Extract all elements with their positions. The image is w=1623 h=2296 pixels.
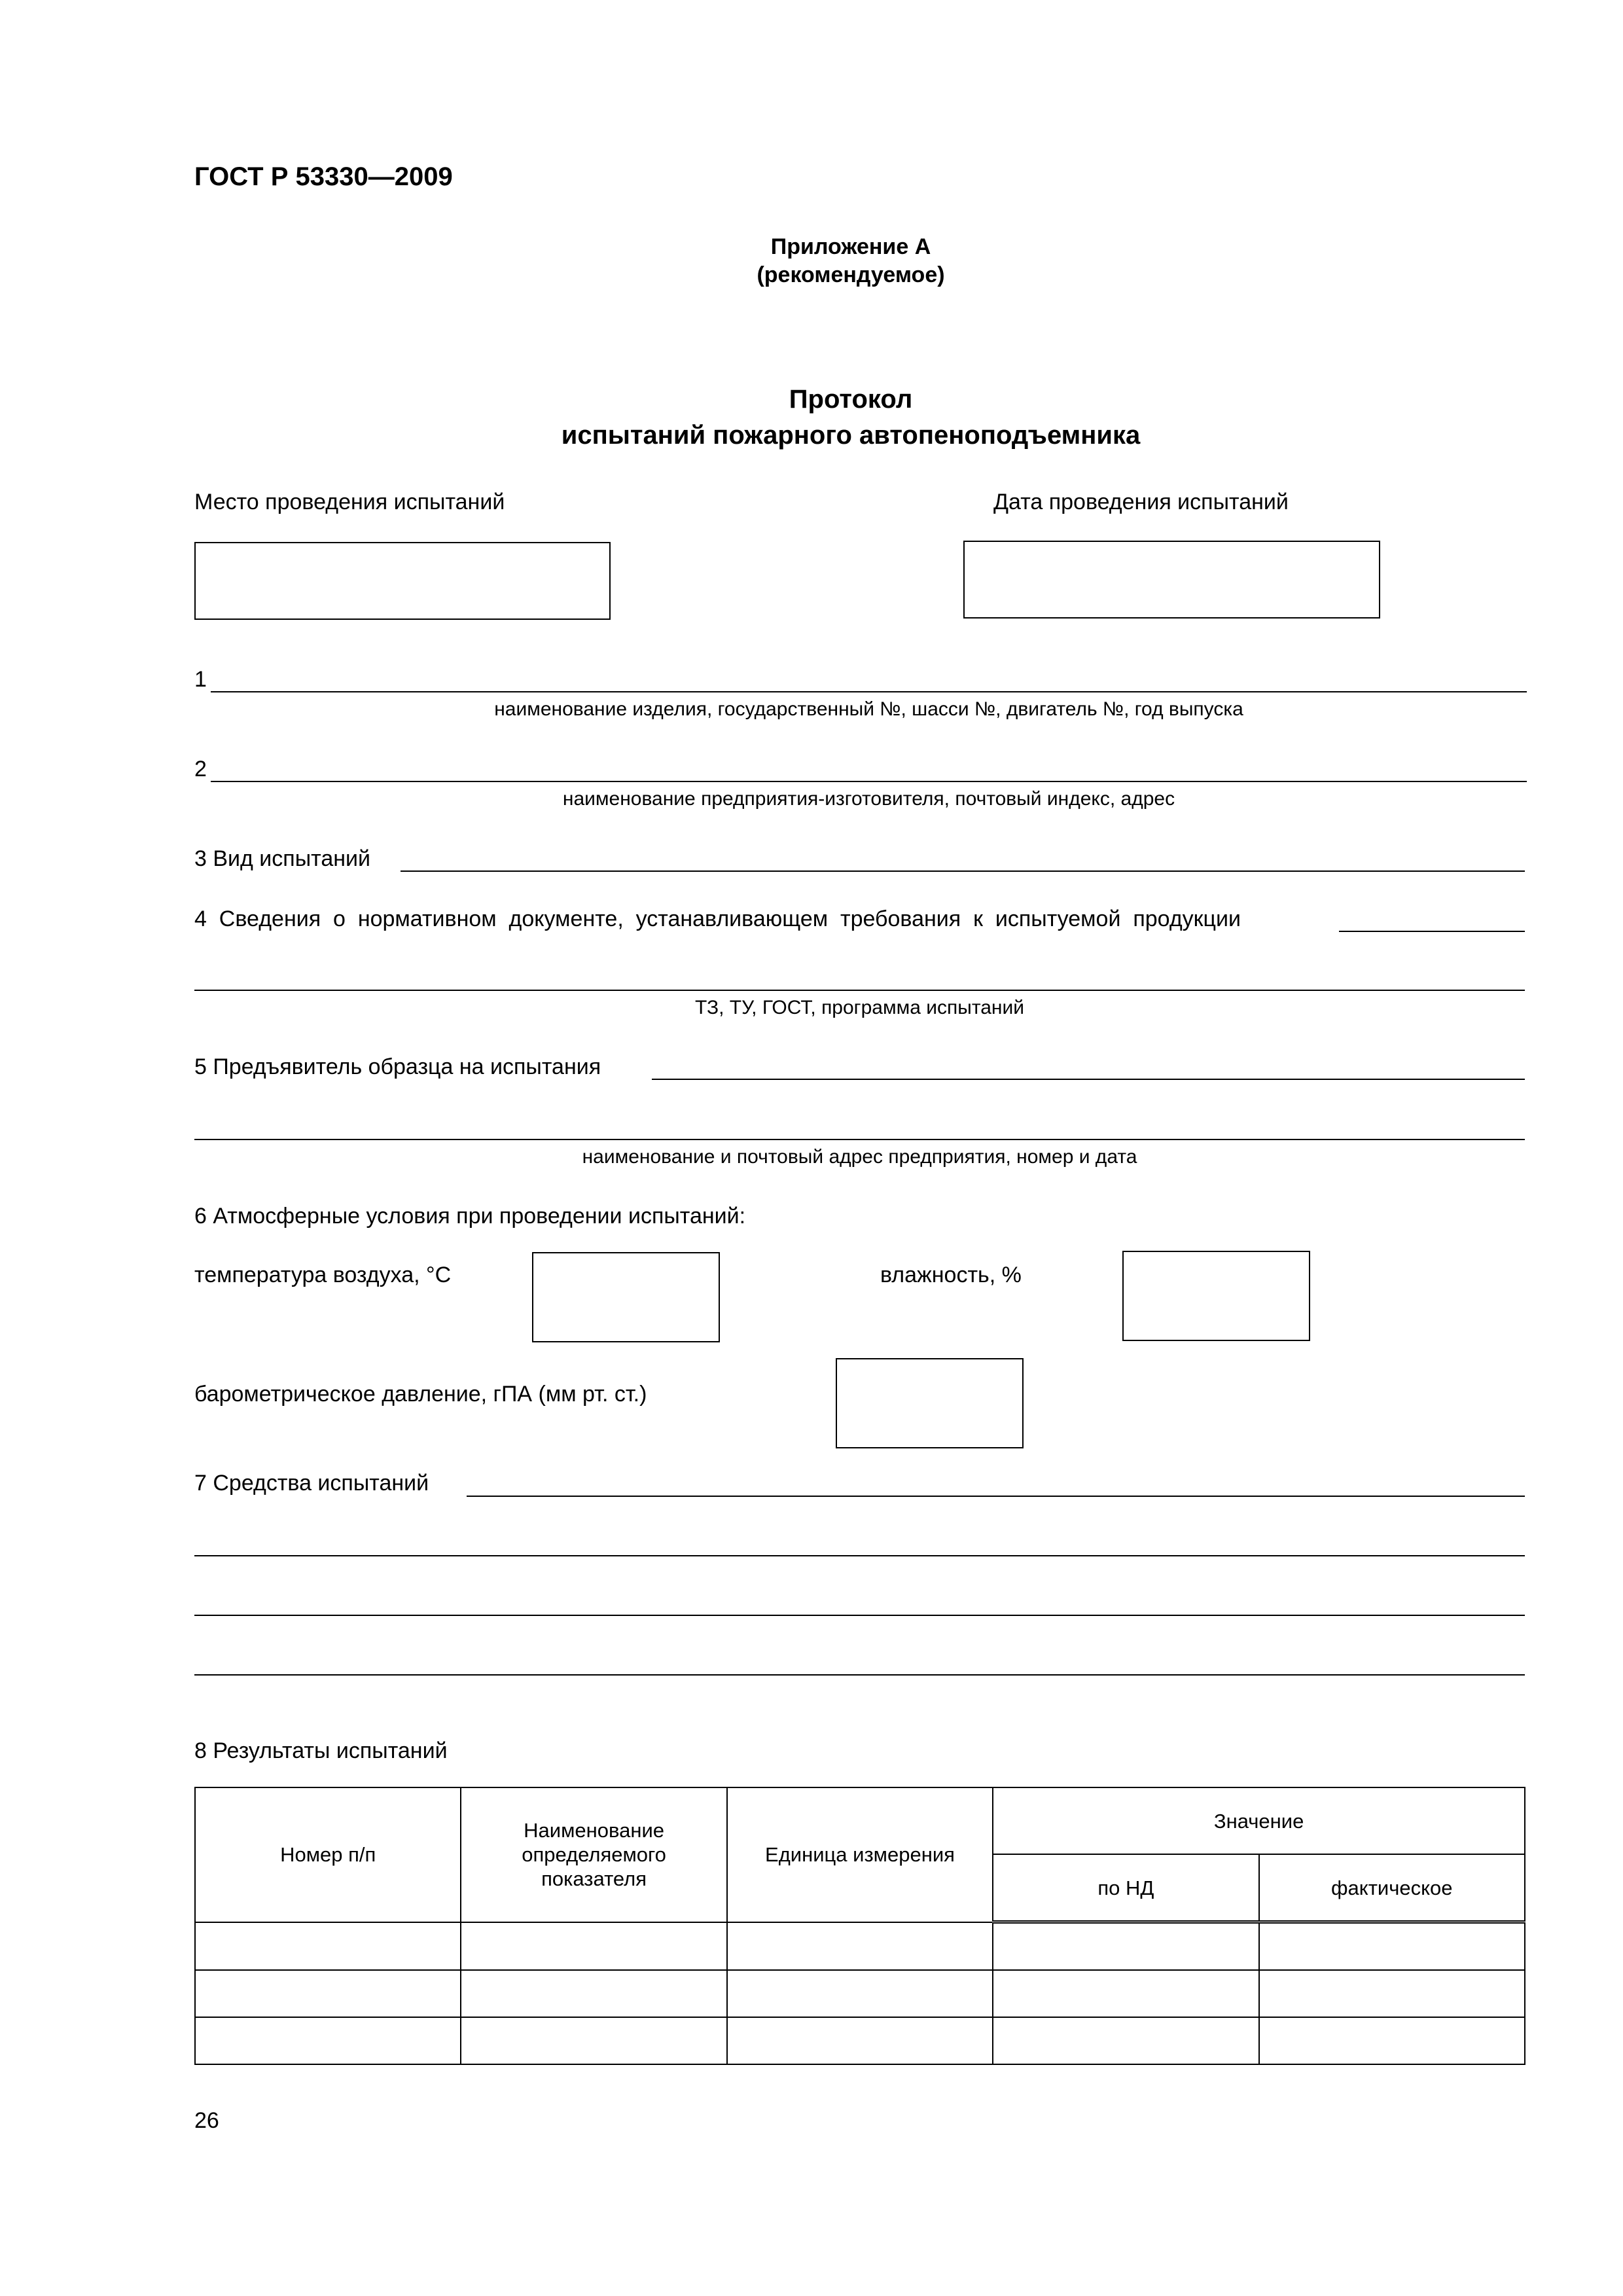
item2-caption: наименование предприятия-изготовителя, почтовый индекс, адрес (562, 788, 1175, 810)
item2-number: 2 (194, 757, 207, 781)
item8-label: 8 Результаты испытаний (194, 1738, 448, 1763)
col-unit-header: Единица измерения (727, 1787, 993, 1922)
date-label: Дата проведения испытаний (993, 490, 1289, 514)
place-input-box[interactable] (194, 542, 611, 620)
table-cell[interactable] (461, 2017, 726, 2064)
item5-caption: наименование и почтовый адрес предприятия, номер и дата (582, 1146, 1137, 1168)
item4-input-line-1[interactable] (1339, 931, 1525, 932)
table-cell[interactable] (993, 2017, 1258, 2064)
item7-input-line-1[interactable] (467, 1496, 1525, 1497)
table-row (195, 1970, 1525, 2017)
item7-input-line-4[interactable] (194, 1674, 1525, 1676)
item1-caption: наименование изделия, государственный №, шасси №, двигатель №, год выпуска (494, 698, 1243, 720)
table-cell[interactable] (993, 1922, 1258, 1971)
temperature-label: температура воздуха, °С (194, 1263, 452, 1287)
item4-label: 4 Сведения о нормативном документе, устанавливающем требования к испытуемой продукции (194, 906, 1241, 931)
item1-input-line[interactable] (211, 691, 1527, 692)
table-row (195, 2017, 1525, 2064)
appendix-status: (рекомендуемое) (757, 262, 945, 287)
standard-designation: ГОСТ Р 53330—2009 (194, 162, 453, 191)
results-table (194, 1787, 1525, 2065)
pressure-label: барометрическое давление, гПА (мм рт. ст.) (194, 1382, 647, 1407)
pressure-input-box[interactable] (836, 1358, 1024, 1448)
table-cell[interactable] (461, 1922, 726, 1971)
item4-caption: ТЗ, ТУ, ГОСТ, программа испытаний (694, 997, 1024, 1018)
col-number-header: Номер п/п (195, 1787, 461, 1922)
appendix-title: Приложение А (770, 234, 931, 259)
table-cell[interactable] (1259, 2017, 1525, 2064)
item4-input-line-2[interactable] (194, 990, 1525, 991)
table-cell[interactable] (727, 1970, 993, 2017)
col-value-nd-header: по НД (993, 1854, 1258, 1922)
item5-label: 5 Предъявитель образца на испытания (194, 1054, 601, 1079)
col-value-header: Значение (993, 1787, 1525, 1854)
humidity-label: влажность, % (880, 1263, 1022, 1287)
table-row (195, 1922, 1525, 1971)
item7-input-line-3[interactable] (194, 1615, 1525, 1616)
item5-input-line-2[interactable] (194, 1139, 1525, 1140)
table-cell[interactable] (195, 2017, 461, 2064)
protocol-title: Протокол (789, 385, 913, 414)
item7-input-line-2[interactable] (194, 1555, 1525, 1556)
table-cell[interactable] (727, 2017, 993, 2064)
humidity-input-box[interactable] (1122, 1251, 1310, 1341)
table-cell[interactable] (1259, 1970, 1525, 2017)
place-label: Место проведения испытаний (194, 490, 505, 514)
col-value-actual-header: фактическое (1259, 1854, 1525, 1922)
item3-input-line[interactable] (401, 870, 1525, 872)
table-cell[interactable] (1259, 1922, 1525, 1971)
item3-label: 3 Вид испытаний (194, 846, 371, 871)
protocol-subtitle: испытаний пожарного автопеноподъемника (561, 421, 1141, 450)
col-name-header: Наименование определяемого показателя (461, 1787, 726, 1922)
table-cell[interactable] (461, 1970, 726, 2017)
page-number: 26 (194, 2108, 219, 2133)
item5-input-line-1[interactable] (652, 1079, 1525, 1080)
temperature-input-box[interactable] (532, 1252, 720, 1342)
item2-input-line[interactable] (211, 781, 1527, 782)
date-input-box[interactable] (963, 541, 1380, 619)
item6-label: 6 Атмосферные условия при проведении испытаний: (194, 1204, 746, 1229)
table-cell[interactable] (195, 1970, 461, 2017)
item7-label: 7 Средства испытаний (194, 1471, 429, 1496)
table-cell[interactable] (727, 1922, 993, 1971)
item1-number: 1 (194, 667, 207, 692)
table-cell[interactable] (195, 1922, 461, 1971)
table-cell[interactable] (993, 1970, 1258, 2017)
